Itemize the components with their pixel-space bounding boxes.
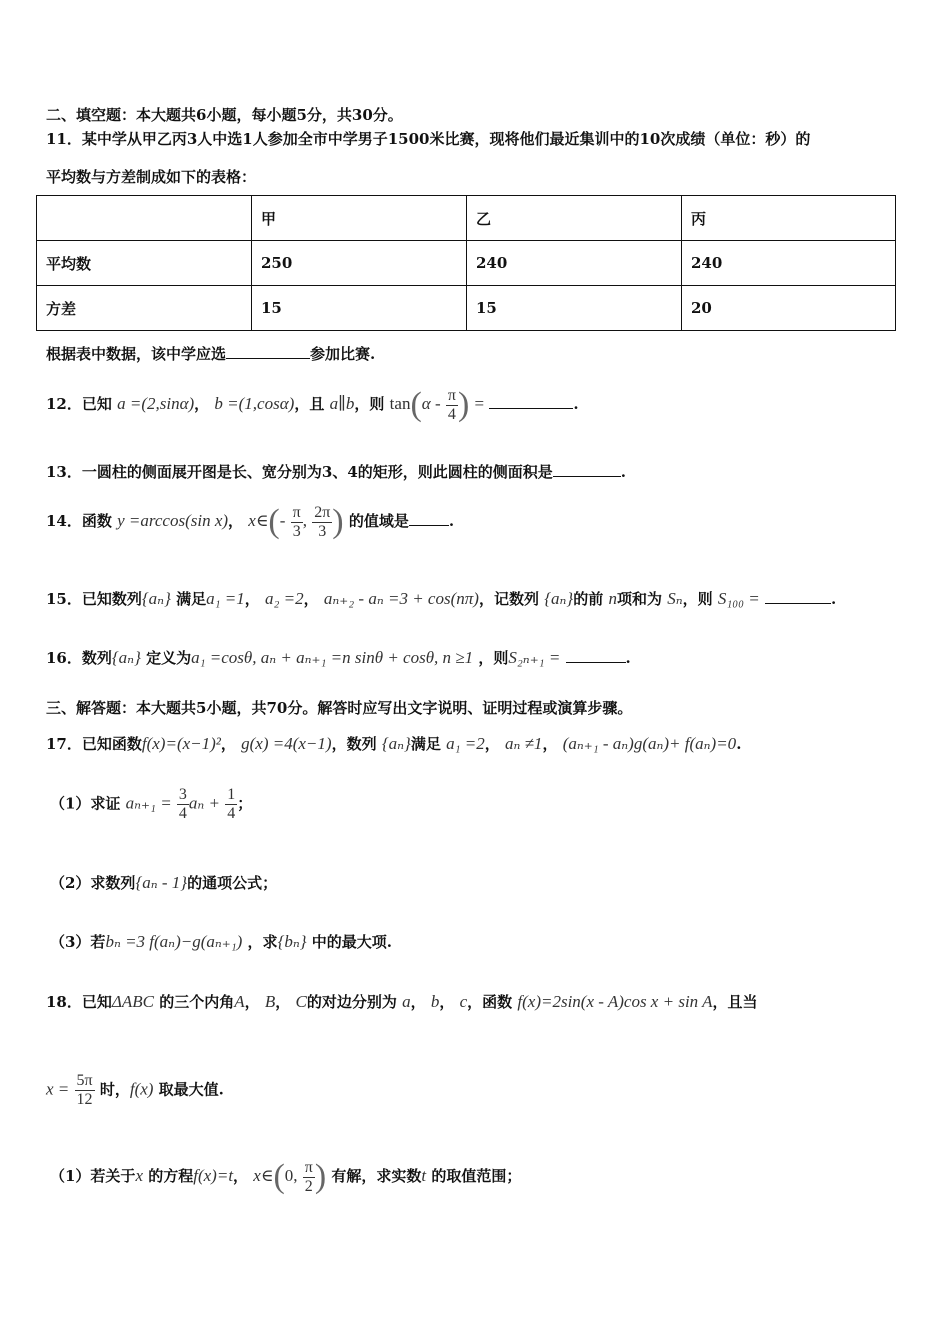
- q11-line-1: 11．某中学从甲乙丙3人中选1人参加全市中学男子1500米比赛，现将他们最近集训中的10次成绩（单位：秒）的: [46, 130, 811, 148]
- answer-blank[interactable]: [553, 462, 621, 477]
- section-3-heading: 三、解答题：本大题共5小题，共70分。解答时应写出文字说明、证明过程或演算步骤。: [46, 699, 633, 717]
- table-cell: 15: [467, 286, 682, 331]
- answer-blank[interactable]: [566, 648, 626, 663]
- table-row: [37, 241, 896, 286]
- fraction: $\frac{\pi}{4}$: [447, 386, 456, 423]
- fraction: $\frac{5\pi}{12}$: [76, 1072, 93, 1108]
- q11-answer-line: 根据表中数据，该中学应选 参加比赛.: [46, 345, 376, 363]
- q12: 12．已知 a =(2,sinα)， b =(1,cosα)，且 a∥b，则 tan(α - $\frac{\pi}{4}$ ) = .: [46, 386, 579, 423]
- fraction: $\frac{\pi}{3}$: [292, 503, 301, 540]
- q18-line-2: x = $\frac{5\pi}{12}$ 时，f(x) 取最大值.: [46, 1072, 224, 1108]
- q18: 18．已知ΔABC 的三个内角A， B， C的对边分别为 a， b， c，函数 f(x)=2sin(x - A)cos x + sin A，且当: [46, 992, 758, 1011]
- answer-blank[interactable]: [765, 589, 831, 604]
- answer-blank[interactable]: [489, 394, 573, 409]
- fraction: $\frac{2\pi}{3}$: [314, 503, 331, 540]
- q17: 17．已知函数f(x)=(x−1)²， g(x) =4(x−1)，数列 {aₙ}满足 a₁ =2， aₙ ≠1， (aₙ₊₁ - aₙ)g(aₙ)+ f(aₙ)=0.: [46, 734, 742, 753]
- table-header-cell: 甲: [252, 196, 467, 241]
- fraction: $\frac{\pi}{2}$: [304, 1158, 313, 1195]
- table-cell: 20: [682, 286, 896, 331]
- table-header-cell: 丙: [682, 196, 896, 241]
- answer-blank[interactable]: [409, 511, 449, 526]
- table-header-cell: 乙: [467, 196, 682, 241]
- q18-part-1: （1）若关于x 的方程f(x)=t， x∈(0, $\frac{\pi}{2}$ ) 有解，求实数t 的取值范围；: [50, 1158, 522, 1195]
- fraction: $\frac{3}{4}$: [178, 786, 187, 822]
- table-cell: 15: [252, 286, 467, 331]
- table-cell: 240: [682, 241, 896, 286]
- table-cell: 方差: [37, 286, 252, 331]
- score-table: [36, 195, 896, 331]
- q16: 16．数列{aₙ} 定义为a₁ =cosθ, aₙ + aₙ₊₁ =n sinθ + cosθ, n ≥1 ，则S₂ₙ₊₁ = .: [46, 648, 631, 667]
- table-header-cell: [37, 196, 252, 241]
- answer-blank[interactable]: [226, 344, 310, 359]
- q11-line-2: 平均数与方差制成如下的表格：: [46, 168, 257, 186]
- section-2-heading: 二、填空题：本大题共6小题，每小题5分，共30分。: [46, 106, 403, 124]
- q17-part-3: （3）若bₙ =3 f(aₙ)−g(aₙ₊₁) ，求{bₙ} 中的最大项.: [50, 932, 393, 951]
- fraction: $\frac{1}{4}$: [227, 786, 236, 822]
- q13: 13．一圆柱的侧面展开图是长、宽分别为3、4的矩形，则此圆柱的侧面积是 .: [46, 463, 626, 481]
- table-row: [37, 286, 896, 331]
- q15: 15．已知数列{aₙ} 满足a₁ =1， a₂ =2， aₙ₊₂ - aₙ =3 + cos(nπ)，记数列 {aₙ}的前 n项和为 Sₙ，则 S₁₀₀ = .: [46, 589, 837, 608]
- table-cell: 250: [252, 241, 467, 286]
- q17-part-1: （1）求证 aₙ₊₁ = $\frac{3}{4}$ aₙ + $\frac{1}{4}$ ；: [50, 786, 253, 822]
- q17-part-2: （2）求数列{aₙ - 1}的通项公式；: [50, 873, 278, 892]
- table-cell: 平均数: [37, 241, 252, 286]
- table-cell: 240: [467, 241, 682, 286]
- q14: 14．函数 y =arccos(sin x)， x∈(- $\frac{\pi}{3}$ , $\frac{2\pi}{3}$ ) 的值域是 .: [46, 503, 455, 540]
- table-header-row: [37, 196, 896, 241]
